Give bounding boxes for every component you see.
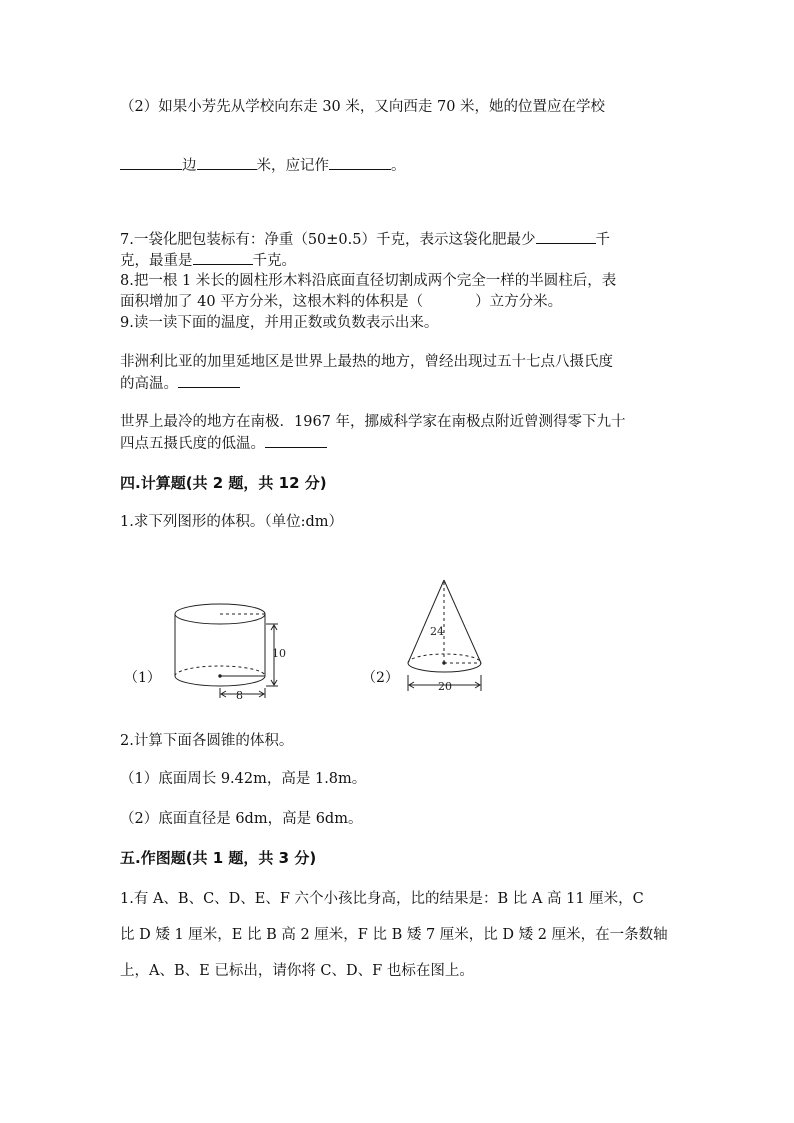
q7-text-b: 千	[595, 232, 610, 248]
q8-text-b: ）立方分米。	[475, 294, 563, 310]
q7-text-d: 千克。	[252, 253, 296, 269]
s5-q1-line2: 比 D 矮 1 厘米，E 比 B 高 2 厘米，F 比 B 矮 7 厘米，比 D 矮 2 厘米，在一条数轴	[120, 927, 668, 943]
q7-text-c: 克，最重是	[120, 253, 193, 269]
s4-q2-part1: （1）底面周长 9.42m，高是 1.8m。	[120, 771, 367, 787]
q8-text-a: 面积增加了 40 平方分米，这根木料的体积是（	[120, 294, 424, 310]
s4-q1: 1.求下列图形的体积。（单位:dm）	[120, 514, 344, 530]
section-4-title: 四.计算题(共 2 题，共 12 分)	[120, 474, 327, 492]
q6-part2-line1: （2）如果小芳先从学校向东走 30 米，又向西走 70 米，她的位置应在学校	[120, 99, 606, 115]
s4-q2: 2.计算下面各圆锥的体积。	[120, 733, 294, 749]
section-5-title: 五.作图题(共 1 题，共 3 分)	[120, 849, 317, 867]
figure-2-label: （2）	[362, 670, 399, 686]
q6-text-1: 边	[182, 158, 197, 174]
q6-text-3: 。	[391, 158, 406, 174]
s5-q1-line1: 1.有 A、B、C、D、E、F 六个小孩比身高，比的结果是：B 比 A 高 11 厘米，C	[120, 891, 644, 907]
q9-title: 9.读一读下面的温度，并用正数或负数表示出来。	[120, 315, 439, 331]
q9-p2-line1: 世界上最冷的地方在南极．1967 年，挪威科学家在南极点附近曾测得零下九十	[120, 414, 626, 430]
figure-1-label: （1）	[124, 670, 161, 686]
s4-q2-part2: （2）底面直径是 6dm，高是 6dm。	[120, 811, 363, 827]
q6-text-2: 米，应记作	[256, 158, 329, 174]
cylinder-radius-label: 8	[236, 689, 243, 702]
cylinder-figure	[175, 604, 278, 698]
q9-p2-text: 四点五摄氏度的低温。	[120, 436, 265, 452]
cone-diameter-label: 20	[438, 680, 452, 693]
s5-q1-line3: 上，A、B、E 已标出，请你将 C、D、F 也标在图上。	[120, 963, 474, 979]
q8-line1: 8.把一根 1 米长的圆柱形木料沿底面直径切割成两个完全一样的半圆柱后，表	[120, 273, 617, 289]
cylinder-height-label: 10	[272, 647, 286, 660]
q7-text-a: 7.一袋化肥包装标有：净重（50±0.5）千克，表示这袋化肥最少	[120, 232, 536, 248]
cone-figure	[408, 580, 481, 691]
q9-p1-line1: 非洲利比亚的加里延地区是世界上最热的地方，曾经出现过五十七点八摄氏度	[120, 354, 613, 370]
q9-p1-text: 的高温。	[120, 376, 178, 392]
cone-height-label: 24	[430, 625, 444, 638]
